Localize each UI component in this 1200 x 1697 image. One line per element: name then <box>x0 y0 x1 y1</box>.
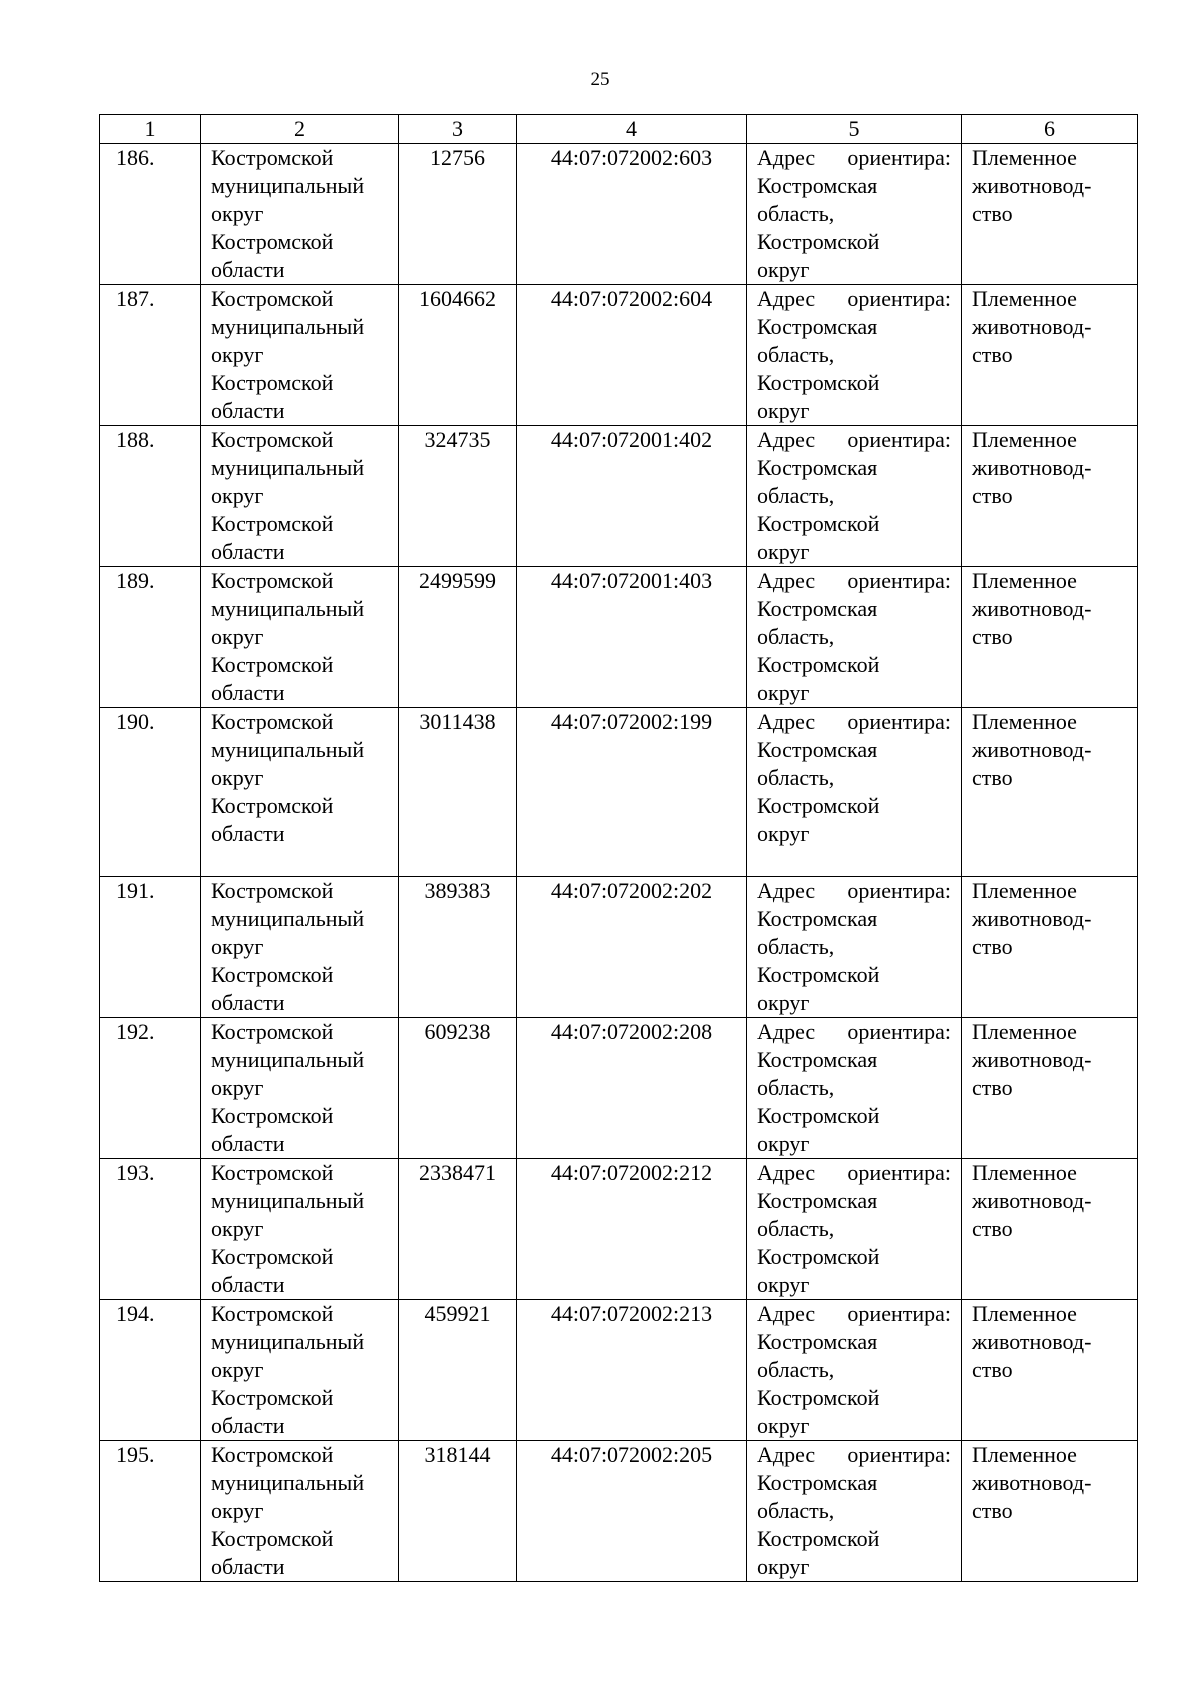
area-cell <box>399 1018 517 1159</box>
table-row <box>100 1018 1138 1159</box>
municipality-line: муниципальный <box>211 596 365 621</box>
municipality-line: Костромской <box>211 878 334 903</box>
municipality-line: Костромской <box>211 1442 334 1467</box>
address-line: область, <box>757 934 835 959</box>
address-line: область, <box>757 1216 835 1241</box>
area-cell <box>399 708 517 877</box>
municipality-cell <box>201 426 399 567</box>
address-word: Адрес <box>757 1442 816 1467</box>
address-line: Костромской <box>757 511 880 536</box>
land-use-line: Племенное <box>972 1301 1077 1326</box>
address-line: Костромская <box>757 1329 878 1354</box>
municipality-line: Костромской <box>211 370 334 395</box>
municipality-line: муниципальный <box>211 455 365 480</box>
municipality-line: Костромской <box>211 511 334 536</box>
land-use-line: животновод- <box>972 1188 1092 1213</box>
land-use-line: ство <box>972 483 1013 508</box>
municipality-line: муниципальный <box>211 1047 365 1072</box>
cadastral-number: 44:07:072002:213 <box>550 1301 713 1326</box>
land-use-line: ство <box>972 765 1013 790</box>
address-first-line <box>757 144 951 172</box>
land-use-line: ство <box>972 1357 1013 1382</box>
row-number-cell <box>100 1018 201 1159</box>
cadastral-number: 44:07:072002:212 <box>550 1160 713 1185</box>
cadastral-number: 44:07:072002:202 <box>550 878 713 903</box>
municipality-line: Костромской <box>211 1103 334 1128</box>
municipality-line: муниципальный <box>211 314 365 339</box>
land-use-cell <box>962 1018 1138 1159</box>
cadastral-cell <box>517 1018 747 1159</box>
cadastral-number: 44:07:072001:402 <box>550 427 713 452</box>
municipality-cell <box>201 144 399 285</box>
row-number: 187. <box>116 286 155 311</box>
address-word: ориентира: <box>847 1301 951 1326</box>
cadastral-cell <box>517 1441 747 1582</box>
municipality-line: Костромской <box>211 1160 334 1185</box>
address-first-line <box>757 285 951 313</box>
address-first-line <box>757 1300 951 1328</box>
address-line: округ <box>757 539 810 564</box>
area-value: 459921 <box>424 1301 491 1326</box>
land-use-cell <box>962 144 1138 285</box>
area-value: 2338471 <box>419 1160 496 1185</box>
address-line: область, <box>757 201 835 226</box>
municipality-line: Костромской <box>211 1019 334 1044</box>
area-cell <box>399 877 517 1018</box>
land-use-cell <box>962 708 1138 877</box>
table-row <box>100 567 1138 708</box>
municipality-cell <box>201 1018 399 1159</box>
address-line: область, <box>757 765 835 790</box>
municipality-line: области <box>211 1272 285 1297</box>
municipality-line: Костромской <box>211 1526 334 1551</box>
municipality-line: округ <box>211 483 264 508</box>
land-use-line: животновод- <box>972 1047 1092 1072</box>
municipality-cell <box>201 1159 399 1300</box>
municipality-line: Костромской <box>211 145 334 170</box>
land-use-line: ство <box>972 1075 1013 1100</box>
area-value: 324735 <box>424 427 491 452</box>
municipality-line: области <box>211 257 285 282</box>
address-cell <box>747 1018 962 1159</box>
municipality-line: округ <box>211 1498 264 1523</box>
municipality-line: Костромской <box>211 793 334 818</box>
municipality-line: области <box>211 821 285 846</box>
area-cell <box>399 1300 517 1441</box>
address-line: Костромской <box>757 1526 880 1551</box>
area-value: 3011438 <box>419 709 496 734</box>
cadastral-cell <box>517 708 747 877</box>
land-use-line: животновод- <box>972 596 1092 621</box>
address-line: округ <box>757 1413 810 1438</box>
address-cell <box>747 708 962 877</box>
municipality-line: округ <box>211 765 264 790</box>
land-use-line: Племенное <box>972 1442 1077 1467</box>
address-line: область, <box>757 483 835 508</box>
address-line: Костромская <box>757 1188 878 1213</box>
address-cell <box>747 426 962 567</box>
address-word: ориентира: <box>847 1160 951 1185</box>
table-row <box>100 1300 1138 1441</box>
table-row <box>100 708 1138 877</box>
cadastral-cell <box>517 285 747 426</box>
row-number: 190. <box>116 709 155 734</box>
area-value: 318144 <box>424 1442 491 1467</box>
row-number-cell <box>100 567 201 708</box>
address-line: Костромской <box>757 652 880 677</box>
address-cell <box>747 1300 962 1441</box>
municipality-cell <box>201 285 399 426</box>
land-use-line: Племенное <box>972 427 1077 452</box>
address-line: Костромская <box>757 455 878 480</box>
cadastral-cell <box>517 1300 747 1441</box>
area-value: 389383 <box>424 878 491 903</box>
address-cell <box>747 285 962 426</box>
land-use-line: Племенное <box>972 1160 1077 1185</box>
land-use-line: Племенное <box>972 286 1077 311</box>
address-first-line <box>757 567 951 595</box>
table-row <box>100 1159 1138 1300</box>
municipality-line: Костромской <box>211 1244 334 1269</box>
address-word: Адрес <box>757 878 816 903</box>
land-use-line: Племенное <box>972 1019 1077 1044</box>
column-header: 3 <box>399 115 517 144</box>
row-number-cell <box>100 1300 201 1441</box>
address-cell <box>747 877 962 1018</box>
row-number-cell <box>100 1441 201 1582</box>
land-use-line: животновод- <box>972 737 1092 762</box>
cadastral-cell <box>517 567 747 708</box>
table-row <box>100 285 1138 426</box>
municipality-line: Костромской <box>211 568 334 593</box>
land-use-cell <box>962 426 1138 567</box>
row-number: 193. <box>116 1160 155 1185</box>
row-number: 194. <box>116 1301 155 1326</box>
land-use-line: ство <box>972 201 1013 226</box>
address-first-line <box>757 877 951 905</box>
area-value: 609238 <box>424 1019 491 1044</box>
address-line: Костромская <box>757 1047 878 1072</box>
address-first-line <box>757 1441 951 1469</box>
municipality-line: округ <box>211 1357 264 1382</box>
land-use-line: животновод- <box>972 1329 1092 1354</box>
municipality-line: муниципальный <box>211 906 365 931</box>
land-use-line: животновод- <box>972 906 1092 931</box>
area-value: 2499599 <box>419 568 496 593</box>
address-word: ориентира: <box>847 145 951 170</box>
land-use-line: Племенное <box>972 145 1077 170</box>
area-cell <box>399 144 517 285</box>
municipality-line: Костромской <box>211 709 334 734</box>
address-cell <box>747 144 962 285</box>
row-number-cell <box>100 708 201 877</box>
area-cell <box>399 1441 517 1582</box>
row-number: 195. <box>116 1442 155 1467</box>
cadastral-number: 44:07:072002:199 <box>550 709 713 734</box>
row-number-cell <box>100 1159 201 1300</box>
municipality-cell <box>201 1300 399 1441</box>
municipality-line: области <box>211 680 285 705</box>
address-line: Костромской <box>757 1244 880 1269</box>
land-use-line: ство <box>972 1216 1013 1241</box>
municipality-cell <box>201 708 399 877</box>
land-use-cell <box>962 567 1138 708</box>
row-number: 188. <box>116 427 155 452</box>
address-line: область, <box>757 1075 835 1100</box>
municipality-line: округ <box>211 1075 264 1100</box>
row-number-cell <box>100 426 201 567</box>
area-value: 12756 <box>430 145 485 170</box>
address-word: ориентира: <box>847 1019 951 1044</box>
land-use-line: Племенное <box>972 878 1077 903</box>
address-word: Адрес <box>757 1160 816 1185</box>
address-line: область, <box>757 342 835 367</box>
cadastral-number: 44:07:072001:403 <box>550 568 713 593</box>
municipality-line: области <box>211 1131 285 1156</box>
address-word: Адрес <box>757 1301 816 1326</box>
land-use-line: животновод- <box>972 173 1092 198</box>
land-use-line: животновод- <box>972 1470 1092 1495</box>
address-first-line <box>757 1159 951 1187</box>
address-line: округ <box>757 398 810 423</box>
address-line: округ <box>757 821 810 846</box>
land-use-line: животновод- <box>972 314 1092 339</box>
table-row <box>100 426 1138 567</box>
column-header: 4 <box>517 115 747 144</box>
municipality-line: округ <box>211 201 264 226</box>
area-cell <box>399 567 517 708</box>
address-line: Костромской <box>757 370 880 395</box>
municipality-line: Костромской <box>211 427 334 452</box>
land-use-cell <box>962 877 1138 1018</box>
cadastral-number: 44:07:072002:205 <box>550 1442 713 1467</box>
column-header: 2 <box>201 115 399 144</box>
municipality-line: Костромской <box>211 286 334 311</box>
address-word: ориентира: <box>847 709 951 734</box>
address-first-line <box>757 708 951 736</box>
address-first-line <box>757 1018 951 1046</box>
municipality-line: области <box>211 990 285 1015</box>
column-header: 5 <box>747 115 962 144</box>
row-number: 186. <box>116 145 155 170</box>
page-number: 25 <box>590 69 610 90</box>
municipality-line: Костромской <box>211 1301 334 1326</box>
address-line: округ <box>757 257 810 282</box>
municipality-line: области <box>211 539 285 564</box>
column-header: 1 <box>100 115 201 144</box>
land-use-cell <box>962 285 1138 426</box>
address-line: Костромская <box>757 173 878 198</box>
address-line: округ <box>757 990 810 1015</box>
address-word: ориентира: <box>847 286 951 311</box>
address-word: Адрес <box>757 709 816 734</box>
area-cell <box>399 285 517 426</box>
address-word: Адрес <box>757 1019 816 1044</box>
land-use-cell <box>962 1159 1138 1300</box>
address-line: Костромская <box>757 1470 878 1495</box>
address-line: Костромской <box>757 1103 880 1128</box>
land-use-line: Племенное <box>972 709 1077 734</box>
row-number: 189. <box>116 568 155 593</box>
address-cell <box>747 567 962 708</box>
land-use-cell <box>962 1300 1138 1441</box>
row-number-cell <box>100 144 201 285</box>
municipality-line: округ <box>211 342 264 367</box>
address-word: ориентира: <box>847 878 951 903</box>
municipality-cell <box>201 1441 399 1582</box>
row-number: 191. <box>116 878 155 903</box>
table-header-row <box>100 115 1138 144</box>
column-header: 6 <box>962 115 1138 144</box>
address-line: Костромской <box>757 229 880 254</box>
municipality-line: округ <box>211 934 264 959</box>
municipality-line: муниципальный <box>211 737 365 762</box>
table-row <box>100 877 1138 1018</box>
address-word: ориентира: <box>847 568 951 593</box>
address-cell <box>747 1159 962 1300</box>
municipality-line: муниципальный <box>211 173 365 198</box>
address-first-line <box>757 426 951 454</box>
address-word: Адрес <box>757 568 816 593</box>
area-cell <box>399 426 517 567</box>
address-line: округ <box>757 1554 810 1579</box>
address-line: округ <box>757 1272 810 1297</box>
row-number-cell <box>100 877 201 1018</box>
address-line: область, <box>757 1357 835 1382</box>
land-use-line: ство <box>972 1498 1013 1523</box>
municipality-line: Костромской <box>211 652 334 677</box>
address-word: Адрес <box>757 427 816 452</box>
land-use-line: животновод- <box>972 455 1092 480</box>
municipality-line: области <box>211 1554 285 1579</box>
row-number: 192. <box>116 1019 155 1044</box>
land-use-line: ство <box>972 342 1013 367</box>
address-line: Костромской <box>757 962 880 987</box>
address-line: Костромской <box>757 793 880 818</box>
land-use-line: ство <box>972 934 1013 959</box>
land-use-cell <box>962 1441 1138 1582</box>
municipality-line: муниципальный <box>211 1188 365 1213</box>
address-line: область, <box>757 1498 835 1523</box>
municipality-cell <box>201 567 399 708</box>
municipality-line: области <box>211 398 285 423</box>
municipality-line: Костромской <box>211 1385 334 1410</box>
cadastral-number: 44:07:072002:604 <box>550 286 713 311</box>
municipality-line: Костромской <box>211 962 334 987</box>
address-line: округ <box>757 680 810 705</box>
area-cell <box>399 1159 517 1300</box>
area-value: 1604662 <box>419 286 496 311</box>
address-word: ориентира: <box>847 427 951 452</box>
address-word: Адрес <box>757 286 816 311</box>
table-row <box>100 144 1138 285</box>
address-line: Костромская <box>757 906 878 931</box>
address-line: область, <box>757 624 835 649</box>
municipality-line: муниципальный <box>211 1470 365 1495</box>
municipality-line: Костромской <box>211 229 334 254</box>
address-line: Костромская <box>757 737 878 762</box>
cadastral-cell <box>517 426 747 567</box>
municipality-line: муниципальный <box>211 1329 365 1354</box>
municipality-line: области <box>211 1413 285 1438</box>
land-use-line: ство <box>972 624 1013 649</box>
address-word: Адрес <box>757 145 816 170</box>
row-number-cell <box>100 285 201 426</box>
municipality-line: округ <box>211 624 264 649</box>
municipality-line: округ <box>211 1216 264 1241</box>
address-line: округ <box>757 1131 810 1156</box>
cadastral-cell <box>517 877 747 1018</box>
cadastral-number: 44:07:072002:603 <box>550 145 713 170</box>
cadastral-number: 44:07:072002:208 <box>550 1019 713 1044</box>
cadastral-cell <box>517 144 747 285</box>
table-row <box>100 1441 1138 1582</box>
land-use-line: Племенное <box>972 568 1077 593</box>
address-line: Костромская <box>757 314 878 339</box>
address-word: ориентира: <box>847 1442 951 1467</box>
address-line: Костромская <box>757 596 878 621</box>
land-plots-table <box>99 114 1138 1582</box>
address-line: Костромской <box>757 1385 880 1410</box>
address-cell <box>747 1441 962 1582</box>
cadastral-cell <box>517 1159 747 1300</box>
municipality-cell <box>201 877 399 1018</box>
